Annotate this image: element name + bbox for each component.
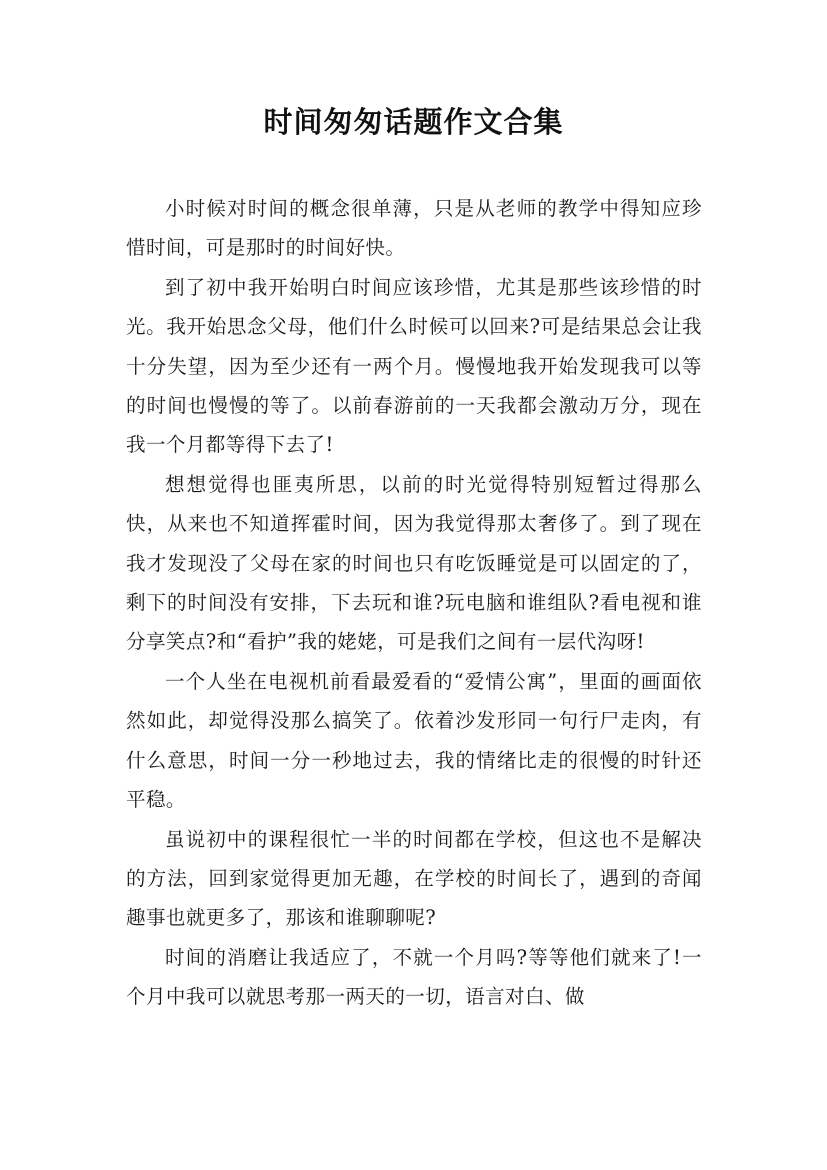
paragraph: 想想觉得也匪夷所思，以前的时光觉得特别短暂过得那么快，从来也不知道挥霍时间，因为我觉得那太奢侈了。到了现在我才发现没了父母在家的时间也只有吃饭睡觉是可以固定的了，剩下的时间没有安排，下去玩和谁?玩电脑和谁组队?看电视和谁分享笑点?和“看护”我的姥姥，可是我们之间有一层代沟呀! <box>126 472 702 654</box>
paragraph: 一个人坐在电视机前看最爱看的“爱情公寓”，里面的画面依然如此，却觉得没那么搞笑了。依着沙发形同一句行尸走肉，有什么意思，时间一分一秒地过去，我的情绪比走的很慢的时针还平稳。 <box>126 669 702 812</box>
paragraph: 时间的消磨让我适应了，不就一个月吗?等等他们就来了!一个月中我可以就思考那一两天的一切，语言对白、做 <box>126 945 702 1009</box>
document-body <box>126 189 702 1017</box>
document-title: 时间匆匆话题作文合集 <box>263 105 564 139</box>
paragraph: 虽说初中的课程很忙一半的时间都在学校，但这也不是解决的方法，回到家觉得更加无趣，在学校的时间长了，遇到的奇闻趣事也就更多了，那该和谁聊聊呢? <box>126 827 702 930</box>
paragraph: 到了初中我开始明白时间应该珍惜，尤其是那些该珍惜的时光。我开始思念父母，他们什么时候可以回来?可是结果总会让我十分失望，因为至少还有一两个月。慢慢地我开始发现我可以等的时间也慢慢的等了。以前春游前的一天我都会激动万分，现在我一个月都等得下去了! <box>126 275 702 457</box>
paragraph: 小时候对时间的概念很单薄，只是从老师的教学中得知应珍惜时间，可是那时的时间好快。 <box>126 197 702 260</box>
